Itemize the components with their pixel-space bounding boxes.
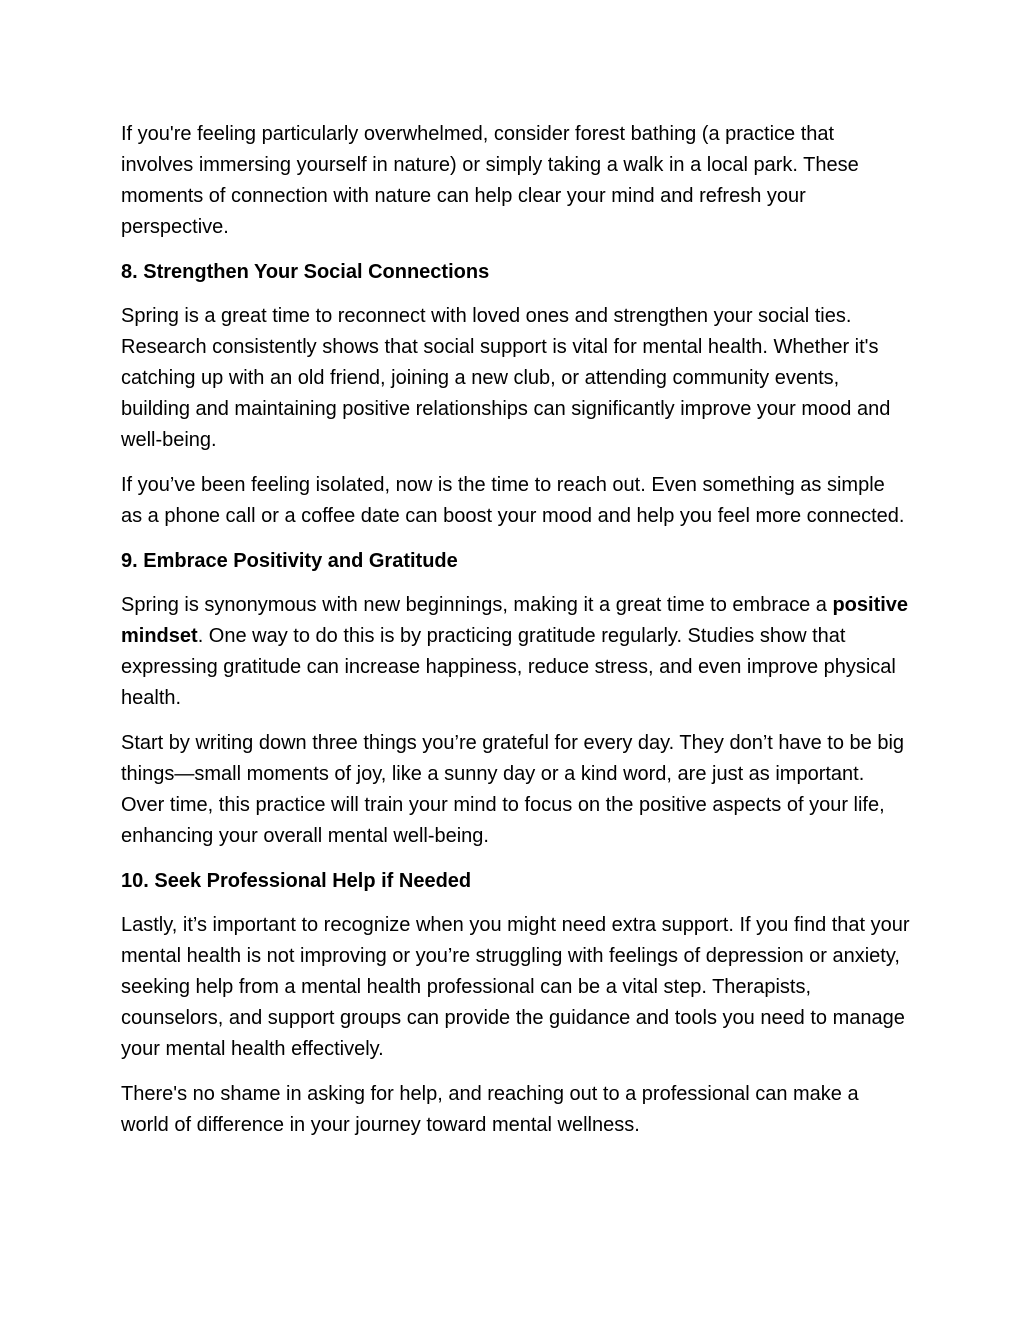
document-page — [121, 119, 911, 1155]
paragraph-new-beginnings-start: Spring is synonymous with new beginnings, making it a great time to embrace a — [121, 594, 833, 616]
heading-social-connections: 8. Strengthen Your Social Connections — [121, 261, 490, 283]
heading-professional-help: 10. Seek Professional Help if Needed — [121, 870, 472, 892]
paragraph-new-beginnings — [121, 590, 911, 714]
paragraph-no-shame: There's no shame in asking for help, and reaching out to a professional can make a world of difference in your journey toward mental wellness. — [121, 1083, 859, 1136]
paragraph-isolated: If you’ve been feeling isolated, now is the time to reach out. Even something as simple as a phone call or a coffee date can boost your mood and help you feel more connected. — [121, 474, 905, 527]
paragraph-three-things: Start by writing down three things you’re grateful for every day. They don’t have to be big things—small moments of joy, like a sunny day or a kind word, are just as important. Over time, this practice will train your mind to focus on the positive aspects of your life, enhancing your overall mental well-being. — [121, 732, 905, 847]
paragraph-forest-bathing: If you're feeling particularly overwhelmed, consider forest bathing (a practice that involves immersing yourself in nature) or simply taking a walk in a local park. These moments of connection with nature can help clear your mind and refresh your perspective. — [121, 123, 859, 238]
paragraph-reconnect: Spring is a great time to reconnect with loved ones and strengthen your social ties. Research consistently shows that social support is vital for mental health. Whether it's catching up with an old friend, joining a new club, or attending community events, building and maintaining positive relationships can significantly improve your mood and well-being. — [121, 305, 891, 451]
paragraph-new-beginnings-end: . One way to do this is by practicing gratitude regularly. Studies show that expressing gratitude can increase happiness, reduce stress, and even improve physical health. — [121, 625, 896, 709]
paragraph-extra-support: Lastly, it’s important to recognize when you might need extra support. If you find that your mental health is not improving or you’re struggling with feelings of depression or anxiety, seeking help from a mental health professional can be a vital step. Therapists, counselors, and support groups can provide the guidance and tools you need to manage your mental health effectively. — [121, 914, 910, 1060]
heading-positivity-gratitude: 9. Embrace Positivity and Gratitude — [121, 550, 458, 572]
bold-positive-mindset: positive mindset — [121, 594, 909, 647]
